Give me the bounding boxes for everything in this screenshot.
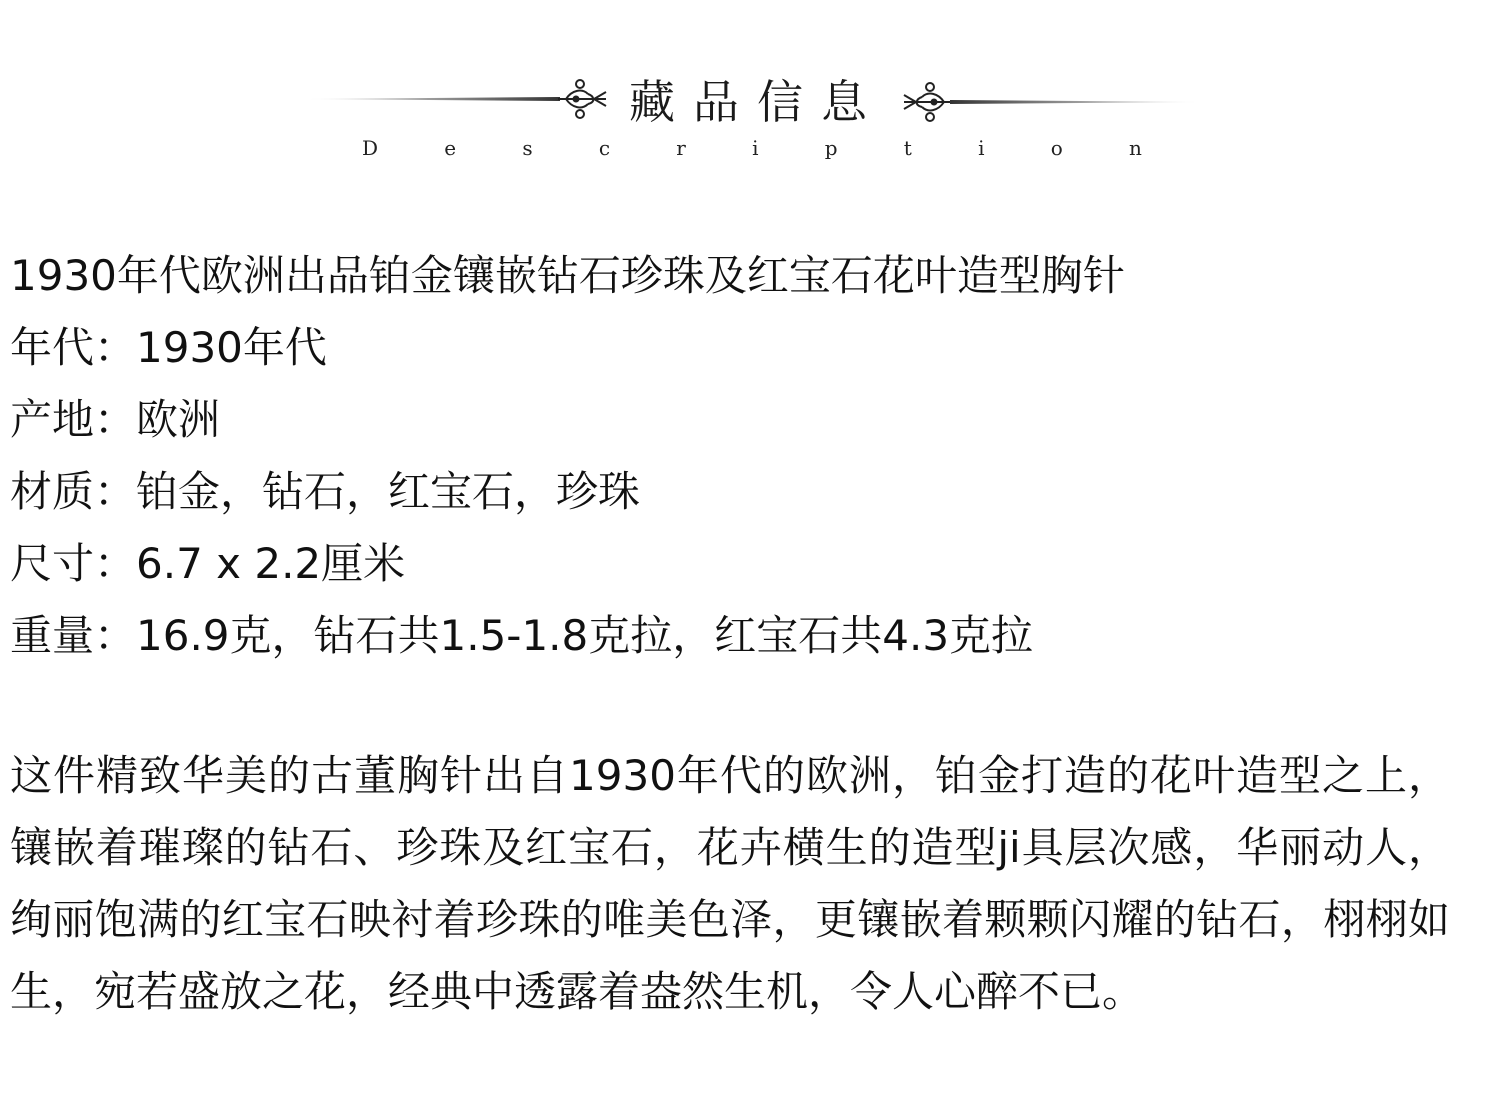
subtitle-letter: D: [362, 136, 379, 160]
item-description: 这件精致华美的古董胸针出自1930年代的欧洲，铂金打造的花叶造型之上，镶嵌着璀璨的钻石、珍珠及红宝石，花卉横生的造型ji具层次感，华丽动人，绚丽饱满的红宝石映衬着珍珠的唯美色泽，更镶嵌着颗颗闪耀的钻石，栩栩如生，宛若盛放之花，经典中透露着盎然生机，令人心醉不已。: [10, 751, 1450, 1016]
item-origin: 产地：欧洲: [10, 395, 221, 444]
item-weight: 重量：16.9克，钻石共1.5-1.8克拉，红宝石共4.3克拉: [10, 611, 1034, 660]
subtitle-letter: i: [752, 136, 759, 160]
subtitle-letter: o: [1050, 136, 1063, 160]
item-size: 尺寸：6.7 x 2.2厘米: [10, 539, 406, 588]
subtitle-letter: t: [903, 136, 912, 160]
subtitle-letter: s: [522, 136, 533, 160]
section-header: [0, 0, 1500, 180]
subtitle-letter: n: [1128, 136, 1142, 160]
item-name: 1930年代欧洲出品铂金镶嵌钻石珍珠及红宝石花叶造型胸针: [10, 251, 1125, 300]
spec-list: [10, 240, 1490, 672]
page-title: 藏品信息: [629, 75, 885, 129]
subtitle-letter: r: [676, 136, 686, 160]
subtitle-letter: c: [598, 136, 611, 160]
subtitle-letter: p: [824, 136, 838, 160]
item-material: 材质：铂金，钻石，红宝石，珍珠: [10, 467, 641, 516]
subtitle-letter: e: [444, 136, 457, 160]
item-era: 年代：1930年代: [10, 323, 327, 372]
page-subtitle: [362, 136, 1142, 160]
subtitle-letter: i: [978, 136, 985, 160]
